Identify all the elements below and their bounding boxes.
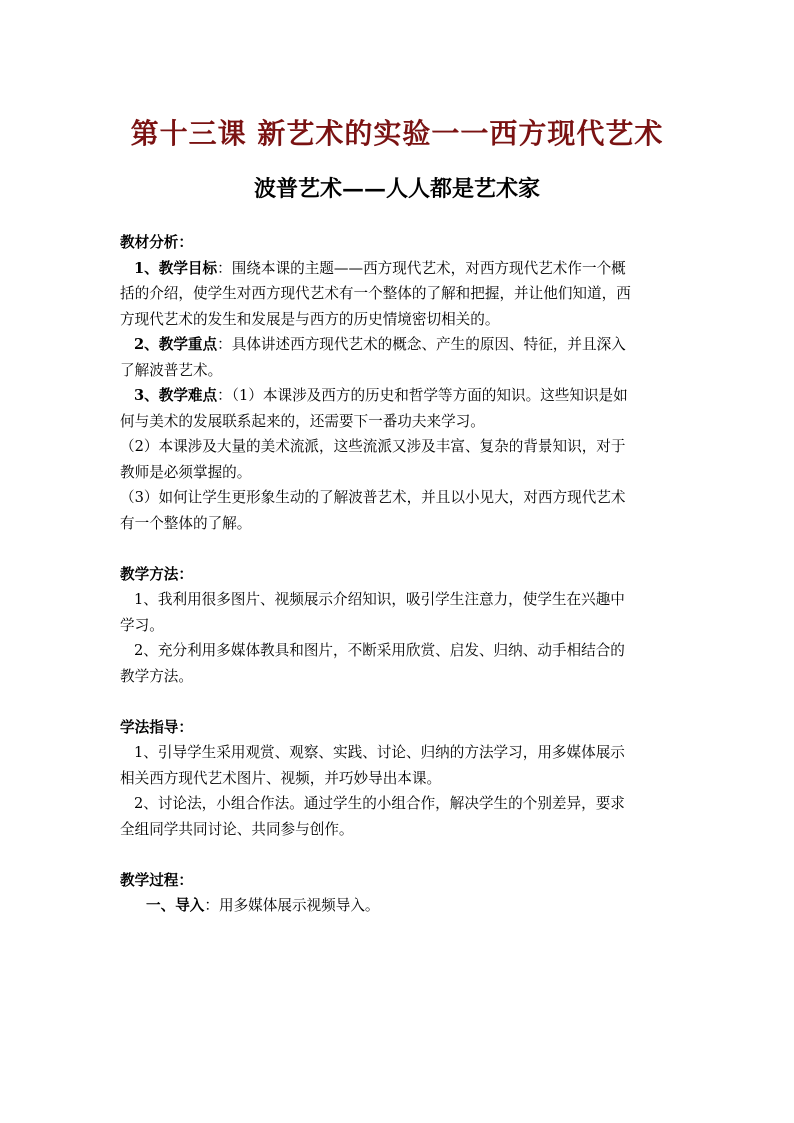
methods-item-1-line-2: 学习。 — [120, 616, 164, 634]
analysis-item-3-line-5: （3）如何让学生更形象生动的了解波普艺术，并且以小见大，对西方现代艺术 — [120, 489, 626, 506]
analysis-item-3 — [120, 383, 680, 409]
guidance-item-1-line-2: 相关西方现代艺术图片、视频，并巧妙导出本课。 — [120, 769, 442, 787]
analysis-item-2-label: 2、教学重点 — [134, 336, 218, 353]
analysis-item-1-label: 1、教学目标 — [134, 259, 218, 277]
methods-heading: 教学方法： — [120, 565, 193, 583]
analysis-item-2-line-2: 了解波普艺术。 — [120, 361, 223, 379]
guidance-item-2: 2、讨论法，小组合作法。通过学生的小组合作，解决学生的个别差异，要求 — [134, 795, 625, 812]
analysis-heading: 教材分析： — [120, 234, 193, 251]
methods-item-1: 1、我利用很多图片、视频展示介绍知识，吸引学生注意力，使学生在兴趣中 — [134, 591, 625, 608]
analysis-item-3-line-3: （2）本课涉及大量的美术流派，这些流派又涉及丰富、复杂的背景知识，对于 — [120, 438, 626, 455]
guidance-item-1: 1、引导学生采用观赏、观察、实践、讨论、归纳的方法学习，用多媒体展示 — [134, 744, 625, 761]
analysis-item-1 — [120, 256, 680, 282]
analysis-item-3-line-4: 教师是必须掌握的。 — [120, 463, 252, 481]
document-body — [120, 230, 680, 919]
analysis-item-1-line-2: 括的介绍，使学生对西方现代艺术有一个整体的了解和把握，并让他们知道，西 — [120, 285, 631, 302]
analysis-item-2 — [120, 332, 680, 358]
process-item-1-label: 一、导入 — [146, 897, 205, 914]
lesson-subtitle: 波普艺术——人人都是艺术家 — [253, 176, 540, 202]
analysis-item-3-text: ：（1）本课涉及西方的历史和哲学等方面的知识。这些知识是如 — [217, 387, 628, 404]
analysis-item-3-line-2: 何与美术的发展联系起来的，还需要下一番功夫来学习。 — [120, 412, 485, 430]
guidance-heading: 学法指导： — [120, 718, 193, 736]
methods-item-2: 2、充分利用多媒体教具和图片，不断采用欣赏、启发、归纳、动手相结合的 — [134, 642, 625, 659]
methods-item-2-line-2: 教学方法。 — [120, 667, 193, 685]
analysis-item-1-text: ：围绕本课的主题——西方现代艺术，对西方现代艺术作一个概 — [217, 259, 626, 277]
analysis-item-2-text: ：具体讲述西方现代艺术的概念、产生的原因、特征，并且深入 — [217, 336, 626, 353]
analysis-item-3-line-6: 有一个整体的了解。 — [120, 514, 252, 532]
lesson-title: 第十三课 新艺术的实验一一西方现代艺术 — [130, 117, 664, 150]
process-item-1 — [120, 893, 680, 919]
guidance-item-2-line-2: 全组同学共同讨论、共同参与创作。 — [120, 820, 354, 838]
analysis-item-1-line-3: 方现代艺术的发生和发展是与西方的历史情境密切相关的。 — [120, 310, 500, 328]
process-item-1-text: ：用多媒体展示视频导入。 — [204, 897, 380, 914]
analysis-item-3-label: 3、教学难点 — [134, 387, 218, 404]
process-heading: 教学过程： — [120, 871, 193, 889]
